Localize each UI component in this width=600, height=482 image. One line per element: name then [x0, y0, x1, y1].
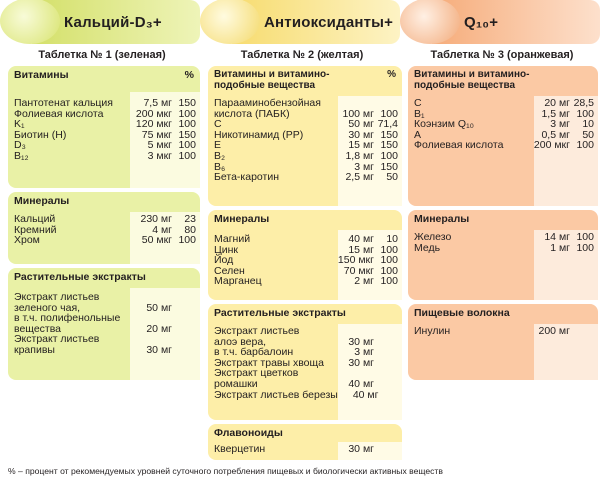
nutrient-amount: 75 мкг — [141, 128, 172, 141]
nutrient-name: Экстракт листьев — [14, 333, 100, 346]
nutrient-amount: 30 мг — [348, 128, 374, 141]
nutrient-amount: 3 мг — [354, 346, 374, 359]
nutrient-percent — [172, 324, 200, 335]
product-title: Антиоксиданты+ — [264, 13, 394, 31]
nutrient-name: Железо — [414, 231, 452, 243]
nutrient-row — [408, 326, 598, 337]
nutrient-amount: 40 мг — [352, 388, 379, 401]
vitamins-section — [8, 66, 200, 188]
column-tablet-2 — [204, 0, 400, 455]
nutrient-amount — [122, 292, 172, 303]
nutrient-name: Марганец — [214, 275, 262, 288]
nutrient-percent: 150 — [380, 128, 398, 141]
nutrient-name: алоэ вера, — [214, 335, 267, 348]
nutrient-percent — [374, 358, 402, 369]
nutrient-row — [8, 214, 200, 225]
nutrient-name: Бета-каротин — [214, 171, 279, 184]
nutrient-amount: 120 мкг — [135, 118, 172, 131]
vitamins-section — [408, 66, 598, 206]
nutrient-name: Магний — [214, 233, 251, 245]
nutrient-row — [208, 276, 402, 287]
nutrient-name: кислота (ПАБК) — [214, 107, 290, 120]
nutrient-amount: 200 мг — [538, 325, 570, 337]
tablet-label: Таблетка № 1 (зеленая) — [38, 49, 166, 61]
percent-header: % — [184, 69, 194, 81]
nutrient-percent: 23 — [184, 213, 196, 225]
nutrient-name: Йод — [214, 254, 234, 267]
green-tablet-icon — [0, 0, 60, 44]
nutrient-percent: 28,5 — [573, 97, 594, 109]
column-tablet-3 — [404, 0, 600, 337]
nutrient-amount: 50 мг — [146, 301, 172, 314]
nutrient-name: Кверцетин — [214, 443, 266, 455]
nutrient-amount: 30 мг — [348, 443, 374, 455]
section-title: Пищевые волокна — [414, 307, 510, 319]
nutrient-percent: 100 — [576, 241, 594, 254]
nutrient-percent: 71,4 — [377, 118, 398, 131]
section-title: Витамины и витамино- — [214, 69, 330, 80]
nutrient-row — [408, 232, 598, 243]
nutrient-percent: 100 — [576, 231, 594, 243]
nutrient-name: Кремний — [14, 223, 57, 236]
nutrient-name: B₁₂ — [14, 149, 29, 162]
nutrient-amount: 40 мг — [348, 377, 374, 390]
section-title: Витамины — [14, 69, 69, 81]
nutrient-row — [8, 235, 200, 246]
nutrient-name: C — [414, 97, 422, 109]
nutrient-percent — [570, 326, 598, 337]
nutrient-amount: 2 мг — [354, 275, 374, 288]
nutrient-percent: 100 — [178, 234, 196, 247]
nutrient-percent — [172, 303, 200, 314]
nutrient-amount: 5 мкг — [147, 139, 172, 152]
nutrient-amount: 150 мкг — [337, 254, 374, 267]
nutrient-percent: 150 — [178, 128, 196, 141]
nutrient-amount: 3 мг — [550, 118, 570, 131]
nutrient-amount: 50 мг — [348, 118, 374, 131]
nutrient-name: Селен — [214, 264, 245, 277]
nutrient-amount: 1 мг — [550, 241, 570, 254]
tablet-label: Таблетка № 3 (оранжевая) — [430, 49, 574, 61]
nutrient-amount: 20 мг — [544, 97, 570, 109]
nutrient-percent — [374, 337, 402, 348]
nutrient-amount: 30 мг — [348, 335, 374, 348]
nutrient-row — [208, 379, 402, 390]
nutrient-percent: 100 — [380, 149, 398, 162]
nutrient-row — [208, 98, 402, 109]
nutrient-amount: 1,5 мг — [541, 107, 570, 120]
nutrient-amount: 40 мг — [348, 233, 374, 245]
nutrient-percent: 10 — [386, 233, 398, 245]
nutrient-row — [408, 98, 598, 109]
nutrient-percent: 100 — [380, 275, 398, 288]
nutrient-percent — [374, 98, 402, 109]
nutrient-name: Фолиевая кислота — [414, 139, 504, 152]
nutrient-percent: 150 — [380, 160, 398, 173]
fiber-section — [408, 304, 598, 380]
nutrient-name: Никотинамид (PP) — [214, 128, 304, 141]
product-title: Кальций-D₃+ — [64, 13, 162, 31]
nutrient-name: B₂ — [214, 149, 226, 162]
nutrient-percent — [374, 379, 402, 390]
nutrient-percent: 50 — [386, 171, 398, 184]
section-subtitle: подобные вещества — [414, 80, 516, 91]
nutrient-percent: 100 — [380, 107, 398, 120]
section-title: Растительные экстракты — [214, 307, 346, 319]
nutrient-amount: 70 мкг — [343, 264, 374, 277]
nutrient-amount: 0,5 мг — [541, 128, 570, 141]
nutrient-percent — [374, 347, 402, 358]
nutrient-name: Пантотенат кальция — [14, 97, 113, 109]
tablet-label: Таблетка № 2 (желтая) — [240, 49, 364, 61]
nutrient-percent — [374, 368, 402, 379]
nutrient-percent: 100 — [380, 254, 398, 267]
nutrient-row — [8, 98, 200, 109]
nutrient-name: Парааминобензойная — [214, 97, 321, 109]
nutrient-row — [408, 243, 598, 254]
footnote: % – процент от рекомендуемых уровней суточного потребления пищевых и биологически активных веществ — [8, 466, 443, 476]
nutrient-percent: 100 — [380, 264, 398, 277]
nutrient-amount: 230 мг — [140, 213, 172, 225]
minerals-section — [8, 192, 200, 264]
nutrient-percent: 150 — [178, 97, 196, 109]
nutrient-name: Хром — [14, 234, 40, 247]
nutrient-row — [208, 234, 402, 245]
nutrient-row — [208, 390, 402, 401]
header-tablet-1 — [32, 0, 200, 44]
nutrient-percent — [378, 390, 402, 401]
nutrient-name: Фолиевая кислота — [14, 107, 104, 120]
nutrient-row — [8, 292, 200, 303]
nutrient-name: ромашки — [214, 377, 258, 390]
extracts-section — [208, 304, 402, 420]
nutrient-amount — [324, 98, 374, 109]
nutrient-percent — [172, 313, 200, 324]
nutrient-amount: 14 мг — [544, 231, 570, 243]
nutrient-row — [408, 140, 598, 151]
section-title: Минералы — [214, 213, 270, 225]
nutrient-name: Экстракт листьев — [14, 291, 100, 303]
nutrient-row — [208, 151, 402, 162]
nutrient-name: C — [214, 118, 222, 131]
yellow-tablet-icon — [200, 0, 260, 44]
nutrient-name: Медь — [414, 241, 441, 254]
nutrient-percent — [374, 444, 402, 455]
minerals-section — [408, 210, 598, 300]
nutrient-name: D₃ — [14, 139, 26, 152]
nutrient-name: Экстракт травы хвоща — [214, 356, 324, 369]
nutrient-percent: 100 — [178, 107, 196, 120]
vitamins-section — [208, 66, 402, 206]
nutrient-row — [208, 326, 402, 337]
nutrient-amount: 200 мкг — [135, 107, 172, 120]
nutrient-amount: 20 мг — [146, 322, 172, 335]
nutrient-amount: 3 мг — [354, 160, 374, 173]
minerals-section — [208, 210, 402, 300]
nutrient-amount: 50 мкг — [141, 234, 172, 247]
nutrient-name: в т.ч. барбалоин — [214, 346, 294, 359]
nutrient-name: вещества — [14, 322, 62, 335]
nutrient-amount: 30 мг — [146, 343, 172, 356]
flavonoids-section — [208, 424, 402, 460]
nutrient-amount — [324, 326, 374, 337]
nutrient-name: Биотин (H) — [14, 128, 67, 141]
section-title: Минералы — [14, 195, 70, 207]
nutrient-percent — [374, 326, 402, 337]
header-tablet-3 — [432, 0, 600, 44]
column-tablet-1 — [4, 0, 200, 356]
section-title: Минералы — [414, 213, 470, 225]
nutrient-percent: 100 — [178, 139, 196, 152]
nutrient-name: Экстракт листьев березы — [214, 388, 338, 401]
nutrient-amount: 4 мг — [152, 223, 172, 236]
nutrient-name: Цинк — [214, 243, 239, 256]
header-tablet-2 — [232, 0, 400, 44]
nutrient-amount: 7,5 мг — [143, 97, 172, 109]
nutrient-amount: 15 мг — [348, 139, 374, 152]
extracts-section — [8, 268, 200, 380]
section-title: Флавоноиды — [214, 427, 283, 439]
nutrient-name: зеленого чая, — [14, 301, 81, 314]
nutrient-percent — [172, 345, 200, 356]
nutrient-amount: 30 мг — [348, 356, 374, 369]
nutrient-percent: 10 — [582, 118, 594, 131]
nutrient-name: Коэнзим Q₁₀ — [414, 118, 474, 131]
nutrient-row — [208, 444, 402, 455]
section-title: Витамины и витамино- — [414, 69, 530, 80]
nutrient-name: E — [214, 139, 222, 152]
nutrient-row — [208, 172, 402, 183]
nutrient-amount: 15 мг — [348, 243, 374, 256]
nutrient-percent: 150 — [380, 139, 398, 152]
nutrient-amount: 100 мг — [342, 107, 374, 120]
nutrient-row — [8, 345, 200, 356]
nutrient-percent: 100 — [576, 107, 594, 120]
nutrient-percent: 100 — [178, 118, 196, 131]
nutrient-amount: 1,8 мг — [345, 149, 374, 162]
orange-tablet-icon — [400, 0, 460, 44]
section-subtitle: подобные вещества — [214, 80, 316, 91]
nutrient-amount: 3 мкг — [147, 149, 172, 162]
section-title: Растительные экстракты — [14, 271, 146, 283]
nutrient-name: Экстракт листьев — [214, 325, 300, 337]
nutrient-percent: 100 — [178, 149, 196, 162]
nutrient-percent: 100 — [576, 139, 594, 152]
nutrient-amount: 2,5 мг — [345, 171, 374, 184]
nutrient-name: в т.ч. полифенольные — [14, 312, 121, 325]
nutrient-percent — [172, 334, 200, 345]
nutrient-amount: 200 мкг — [533, 139, 570, 152]
nutrient-name: Экстракт цветков — [214, 367, 299, 380]
nutrient-name: B₁ — [414, 107, 425, 120]
nutrient-name: крапивы — [14, 343, 55, 356]
nutrient-name: Кальций — [14, 213, 56, 225]
nutrient-name: K₁ — [14, 118, 25, 131]
percent-header: % — [387, 69, 396, 80]
nutrient-name: Инулин — [414, 325, 451, 337]
nutrient-row — [8, 151, 200, 162]
product-title: Q₁₀+ — [464, 13, 499, 31]
nutrient-name: A — [414, 128, 422, 141]
nutrient-percent — [172, 292, 200, 303]
nutrient-percent: 80 — [184, 223, 196, 236]
nutrient-percent: 50 — [582, 128, 594, 141]
nutrient-name: B₆ — [214, 160, 226, 173]
nutrient-percent: 100 — [380, 243, 398, 256]
